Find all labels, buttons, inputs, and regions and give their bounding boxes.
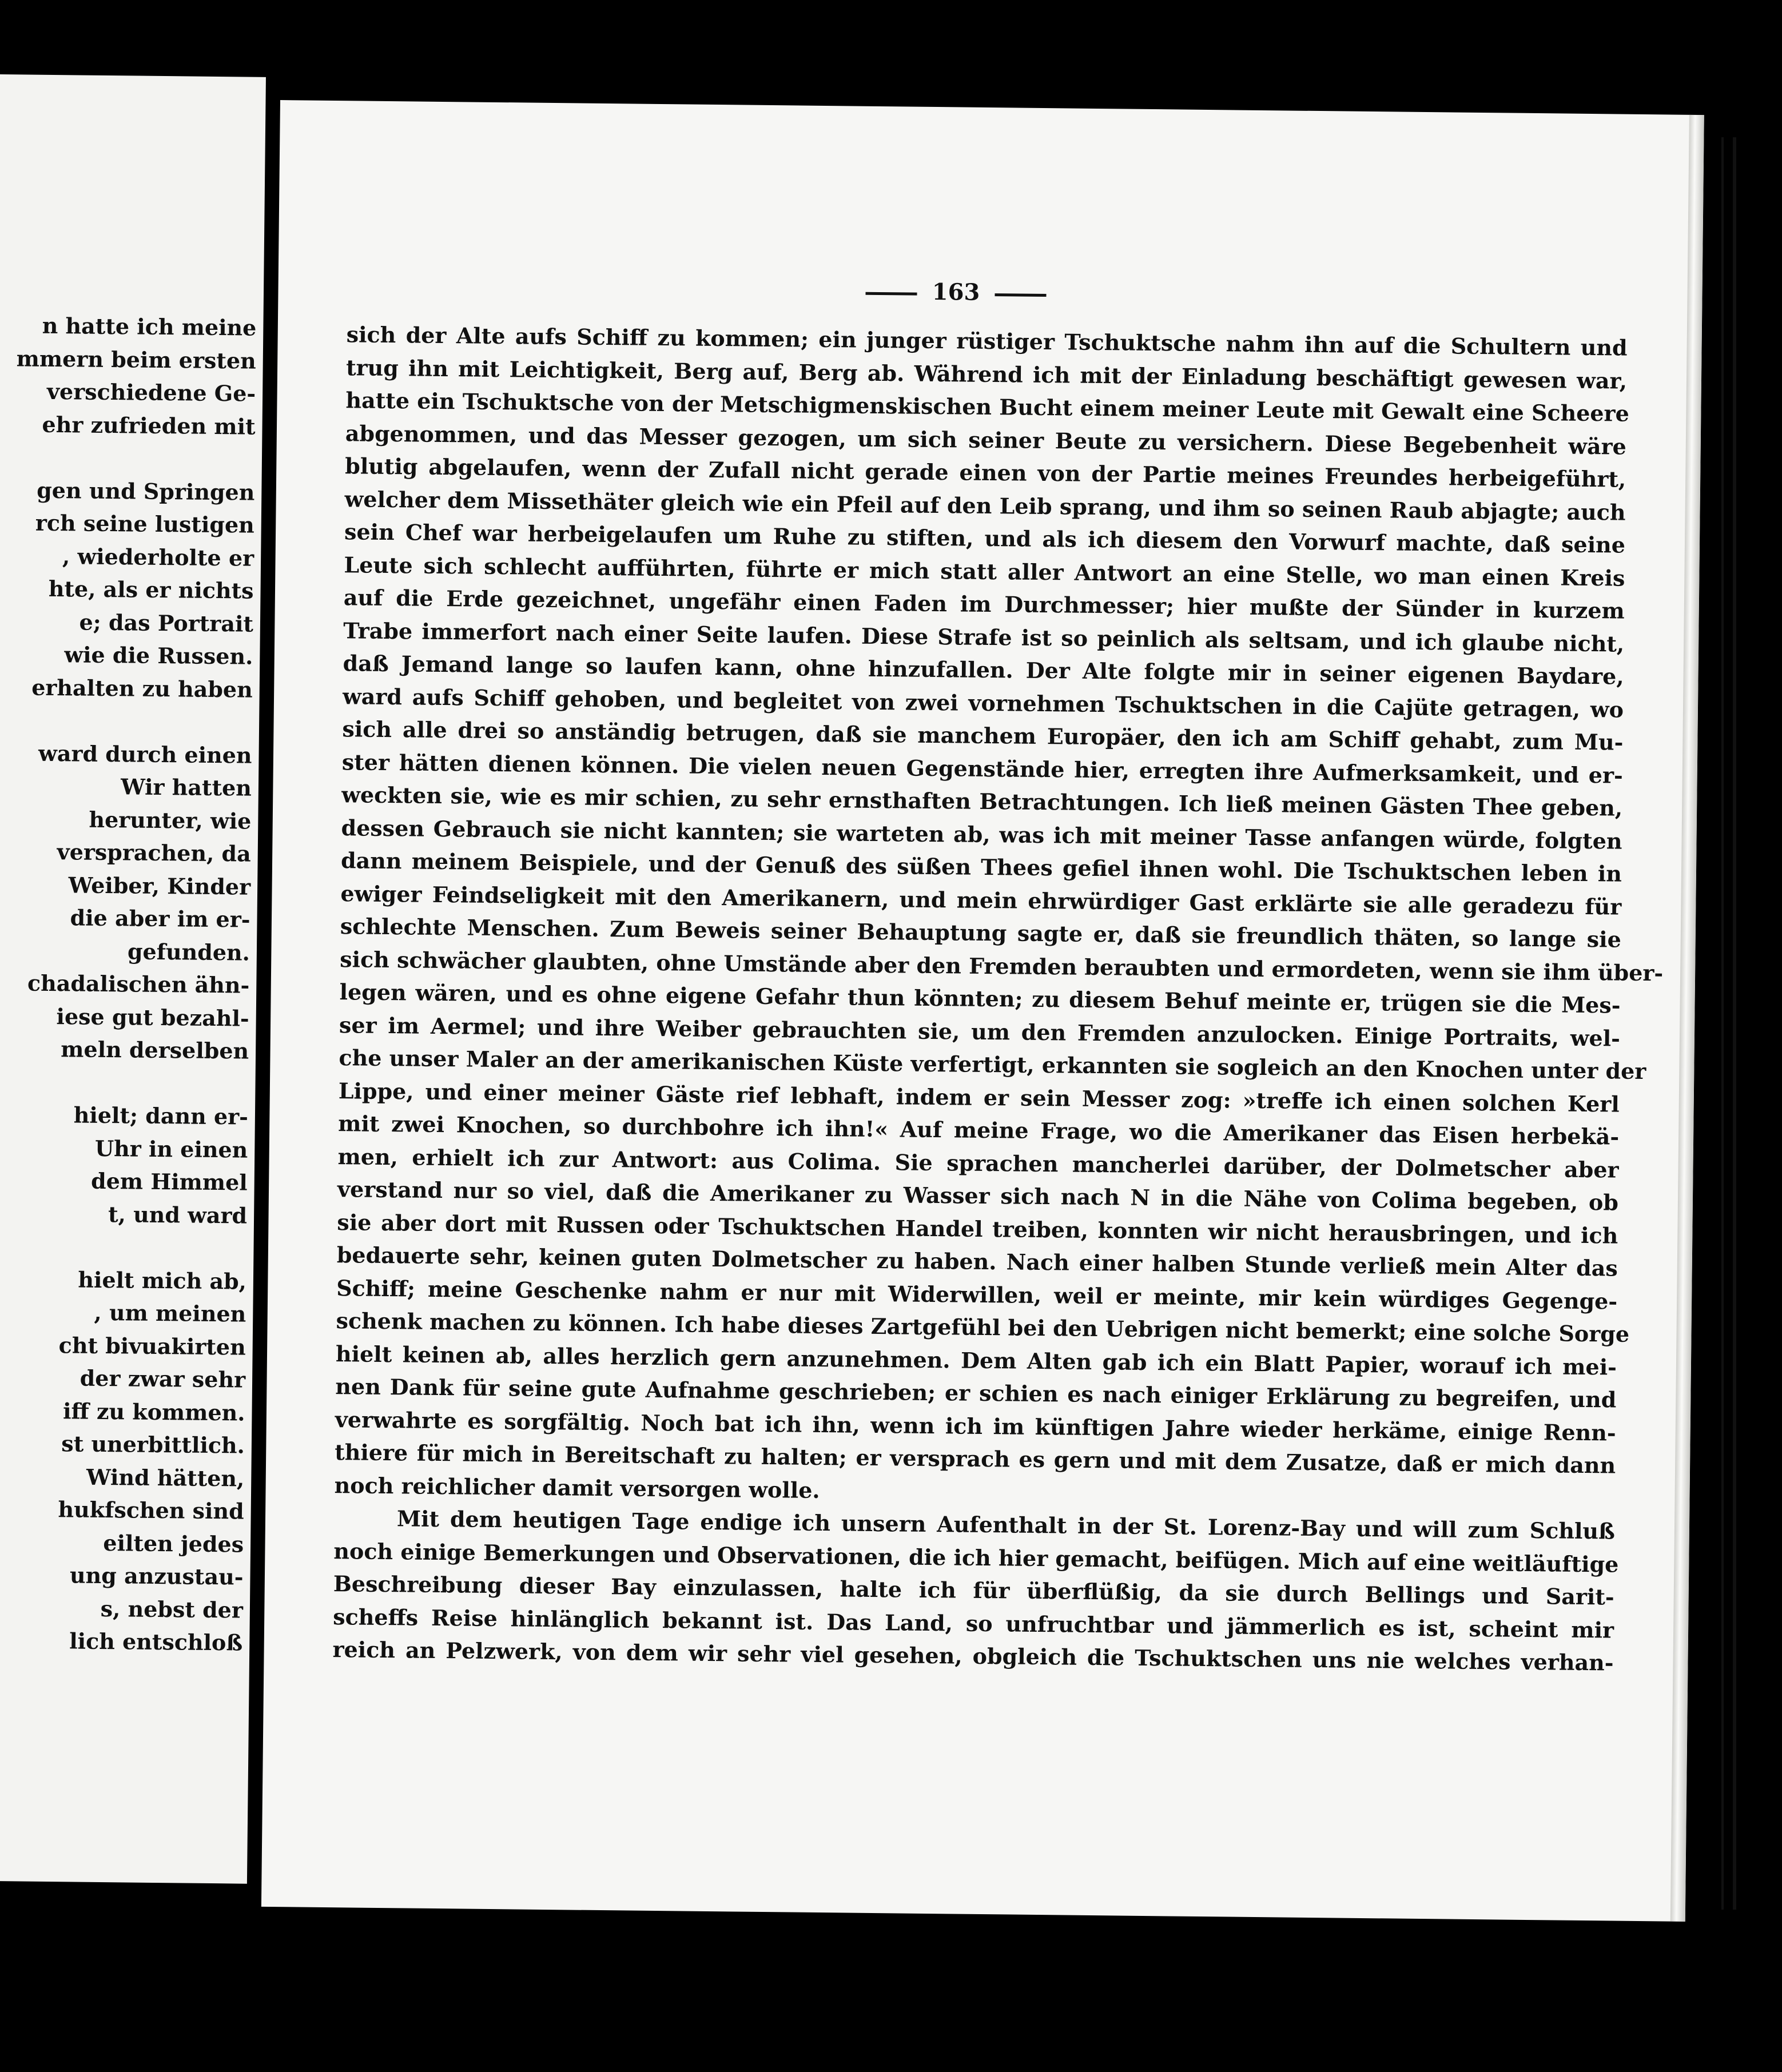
left-page-text bbox=[0, 309, 264, 1659]
text-line: reich an Pelzwerk, von dem wir sehr viel gesehen, obgleich die Tschuktschen uns nie welches verhan- bbox=[332, 1636, 1614, 1676]
text-line: weckten sie, wie es mir schien, zu sehr ernsthaften Betrachtungen. Ich ließ meinen Gästen Thee geben, bbox=[341, 782, 1623, 821]
text-line: sich alle drei so anständig betrugen, daß sie manchem Europäer, den ich am Schiff gehabt, zum Mu- bbox=[342, 716, 1624, 755]
left-line: ward durch einen bbox=[38, 740, 252, 768]
left-line: n hatte ich meine bbox=[42, 312, 257, 341]
text-line: sich der Alte aufs Schiff zu kommen; ein junger rüstiger Tschuktsche nahm ihn auf die Schultern und bbox=[346, 321, 1628, 361]
text-line: ewiger Feindseligkeit mit den Amerikanern, und mein ehrwürdiger Gast erklärte sie alle geradezu für bbox=[340, 880, 1622, 920]
text-line: bedauerte sehr, keinen guten Dolmetscher zu haben. Nach einer halben Stunde verließ mein Alter das bbox=[336, 1242, 1618, 1281]
text-line: Beschreibung dieser Bay einzulassen, halte ich für überflüßig, da sie durch Bellings und Sarit- bbox=[333, 1571, 1614, 1610]
right-page bbox=[261, 100, 1704, 1922]
left-line bbox=[0, 1065, 256, 1100]
text-line: verwahrte es sorgfältig. Noch bat ich ihn, wenn ich im künftigen Jahre wieder herkäme, einige Renn- bbox=[335, 1406, 1616, 1446]
left-line: hielt; dann er- bbox=[73, 1102, 249, 1130]
text-line: noch einige Bemerkungen und Observationen, die ich hier gemacht, beifügen. Mich auf eine weitläuftige bbox=[333, 1537, 1619, 1577]
left-line: Wind hätten, bbox=[86, 1464, 245, 1492]
page-edge-line bbox=[1721, 137, 1724, 1910]
text-line: hielt keinen ab, alles herzlich gern anzunehmen. Dem Alten gab ich ein Blatt Papier, worauf ich mei- bbox=[335, 1340, 1617, 1380]
text-line: verstand nur so viel, daß die Amerikaner zu Wasser sich nach N in die Nähe von Colima begeben, ob bbox=[337, 1176, 1619, 1216]
left-page bbox=[0, 74, 266, 1884]
text-line: noch reichlicher damit versorgen wolle. bbox=[334, 1472, 820, 1503]
text-line: legen wären, und es ohne eigene Gefahr thun könnten; zu diesem Behuf meinte er, trügen sie die Mes- bbox=[339, 979, 1621, 1018]
left-line: Weiber, Kinder bbox=[68, 871, 251, 900]
left-line bbox=[0, 440, 262, 476]
left-line: s, nebst der bbox=[100, 1595, 244, 1623]
text-line: schenk machen zu können. Ich habe dieses Zartgefühl bei den Uebrigen nicht bemerkt; eine solche Sorge bbox=[336, 1308, 1630, 1347]
left-line: herunter, wie bbox=[89, 806, 252, 834]
text-line: hatte ein Tschuktsche von der Metschigmenskischen Bucht einem meiner Leute mit Gewalt eine Scheere bbox=[345, 387, 1629, 427]
text-line: che unser Maler an der amerikanischen Küste verfertigt, erkannten sie sogleich an den Knochen unter der bbox=[339, 1045, 1646, 1085]
left-line: dem Himmel bbox=[90, 1168, 248, 1196]
left-line: st unerbittlich. bbox=[61, 1431, 245, 1459]
left-line: meln derselben bbox=[61, 1036, 249, 1064]
text-line: thiere für mich in Bereitschaft zu halten; er versprach es gern und mit dem Zusatze, daß er mich dann bbox=[335, 1439, 1616, 1479]
text-line: ward aufs Schiff gehoben, und begleitet von zwei vornehmen Tschuktschen in die Cajüte getragen, wo bbox=[342, 683, 1624, 723]
left-line: ehr zufrieden mit bbox=[42, 411, 256, 440]
text-line: Schiff; meine Geschenke nahm er nur mit Widerwillen, weil er meinte, mir kein würdiges Gegenge- bbox=[336, 1274, 1618, 1314]
left-line: t, und ward bbox=[108, 1201, 248, 1229]
page-number-header bbox=[278, 272, 1702, 313]
body-text bbox=[332, 318, 1664, 1679]
text-line: schlechte Menschen. Zum Beweis seiner Behauptung sagte er, daß sie freundlich thäten, so lange sie bbox=[340, 913, 1621, 953]
left-line: iff zu kommen. bbox=[62, 1397, 245, 1426]
text-line: abgenommen, und das Messer gezogen, um sich seiner Beute zu versichern. Diese Begebenheit wäre bbox=[345, 420, 1627, 460]
text-line: welcher dem Missethäter gleich wie ein Pfeil auf den Leib sprang, und ihm so seinen Raub abjagte; auch bbox=[344, 485, 1626, 525]
text-line: mit zwei Knochen, so durchbohre ich ihn!« Auf meine Frage, wo die Amerikaner das Eisen herbekä- bbox=[338, 1110, 1620, 1150]
left-line: verschiedene Ge- bbox=[46, 378, 256, 407]
text-line: Leute sich schlecht aufführten, führte er mich statt aller Antwort an eine Stelle, wo man einen Kreis bbox=[344, 551, 1625, 591]
left-line: hielt mich ab, bbox=[78, 1266, 247, 1294]
left-line: wie die Russen. bbox=[64, 641, 253, 670]
left-line: rch seine lustigen bbox=[35, 509, 255, 538]
left-line bbox=[0, 1229, 254, 1265]
left-line: cht bivuakirten bbox=[58, 1332, 246, 1360]
left-line: der zwar sehr bbox=[79, 1365, 246, 1393]
left-line: eilten jedes bbox=[103, 1529, 244, 1557]
left-line: Uhr in einen bbox=[94, 1135, 248, 1163]
page-edge-line bbox=[1733, 137, 1736, 1910]
text-line: men, erhielt ich zur Antwort: aus Colima. Sie sprachen mancherlei darüber, der Dolmetscher aber bbox=[337, 1143, 1619, 1183]
left-line: gefunden. bbox=[127, 938, 250, 966]
text-line: daß Jemand lange so laufen kann, ohne hinzufallen. Der Alte folgte mir in seiner eigenen Baydare, bbox=[343, 650, 1624, 690]
text-line: nen Dank für seine gute Aufnahme geschrieben; er schien es nach einiger Erklärung zu begreifen, und bbox=[335, 1373, 1617, 1413]
text-line: trug ihn mit Leichtigkeit, Berg auf, Berg ab. Während ich mit der Einladung beschäftigt gewesen war, bbox=[345, 354, 1628, 394]
text-line: dann meinem Beispiele, und der Genuß des süßen Thees gefiel ihnen wohl. Die Tschuktschen leben in bbox=[340, 847, 1622, 887]
text-line: Trabe immerfort nach einer Seite laufen. Diese Strafe ist so peinlich als seltsam, und ich glaube nicht, bbox=[343, 617, 1625, 657]
left-line: Wir hatten bbox=[120, 774, 252, 801]
text-line: sich schwächer glaubten, ohne Umstände aber den Fremden beraubten und ermordeten, wenn sie ihm über- bbox=[340, 946, 1664, 986]
text-line: blutig abgelaufen, wenn der Zufall nicht gerade einen von der Partie meines Freundes herbeigeführt, bbox=[345, 453, 1626, 492]
text-line: sie aber dort mit Russen oder Tschuktschen Handel treiben, konnten wir nicht herausbringen, und ich bbox=[337, 1209, 1618, 1249]
left-line: iese gut bezahl- bbox=[56, 1003, 249, 1031]
left-line: e; das Portrait bbox=[79, 609, 254, 637]
text-line: Lippe, und einer meiner Gäste rief lebhaft, indem er sein Messer zog: »treffe ich einen solchen Kerl bbox=[338, 1077, 1620, 1117]
text-line: ster hätten dienen können. Die vielen neuen Gegenstände hier, erregten ihre Aufmerksamkeit, und er- bbox=[341, 748, 1624, 788]
left-line: versprachen, da bbox=[57, 839, 251, 867]
page-number: 163 bbox=[932, 278, 980, 306]
text-line: Mit dem heutigen Tage endige ich unsern Aufenthalt in der St. Lorenz-Bay und will zum Schluß bbox=[396, 1505, 1616, 1544]
left-line: mmern beim ersten bbox=[16, 345, 257, 374]
left-line: hte, als er nichts bbox=[48, 575, 254, 604]
dash-right bbox=[995, 293, 1046, 297]
text-line: sein Chef war herbeigelaufen um Ruhe zu stiften, und als ich diesem den Vorwurf machte, daß seine bbox=[344, 519, 1626, 558]
left-line: die aber im er- bbox=[70, 904, 250, 933]
text-line: auf die Erde gezeichnet, ungefähr einen Faden im Durchmesser; hier mußte der Sünder in kurzem bbox=[343, 584, 1625, 624]
text-line: ser im Aermel; und ihre Weiber gebrauchten sie, um den Fremden anzulocken. Einige Portraits, wel- bbox=[339, 1011, 1621, 1051]
left-line: , wiederholte er bbox=[62, 543, 254, 571]
left-line: lich entschloß bbox=[69, 1628, 243, 1656]
left-line: ung anzustau- bbox=[69, 1562, 244, 1590]
left-line: gen und Springen bbox=[37, 477, 255, 505]
text-line: scheffs Reise hinlänglich bekannt ist. Das Land, so unfruchtbar und jämmerlich es ist, scheint mir bbox=[332, 1603, 1614, 1643]
left-line: hukfschen sind bbox=[58, 1496, 244, 1524]
left-line bbox=[0, 703, 259, 739]
left-line: , um meinen bbox=[94, 1299, 246, 1327]
text-line: dessen Gebrauch sie nicht kannten; sie warteten ab, was ich mit meiner Tasse anfangen würde, folgten bbox=[341, 814, 1622, 854]
left-line: erhalten zu haben bbox=[31, 674, 253, 703]
left-line: chadalischen ähn- bbox=[27, 970, 250, 998]
dash-left bbox=[866, 292, 917, 295]
